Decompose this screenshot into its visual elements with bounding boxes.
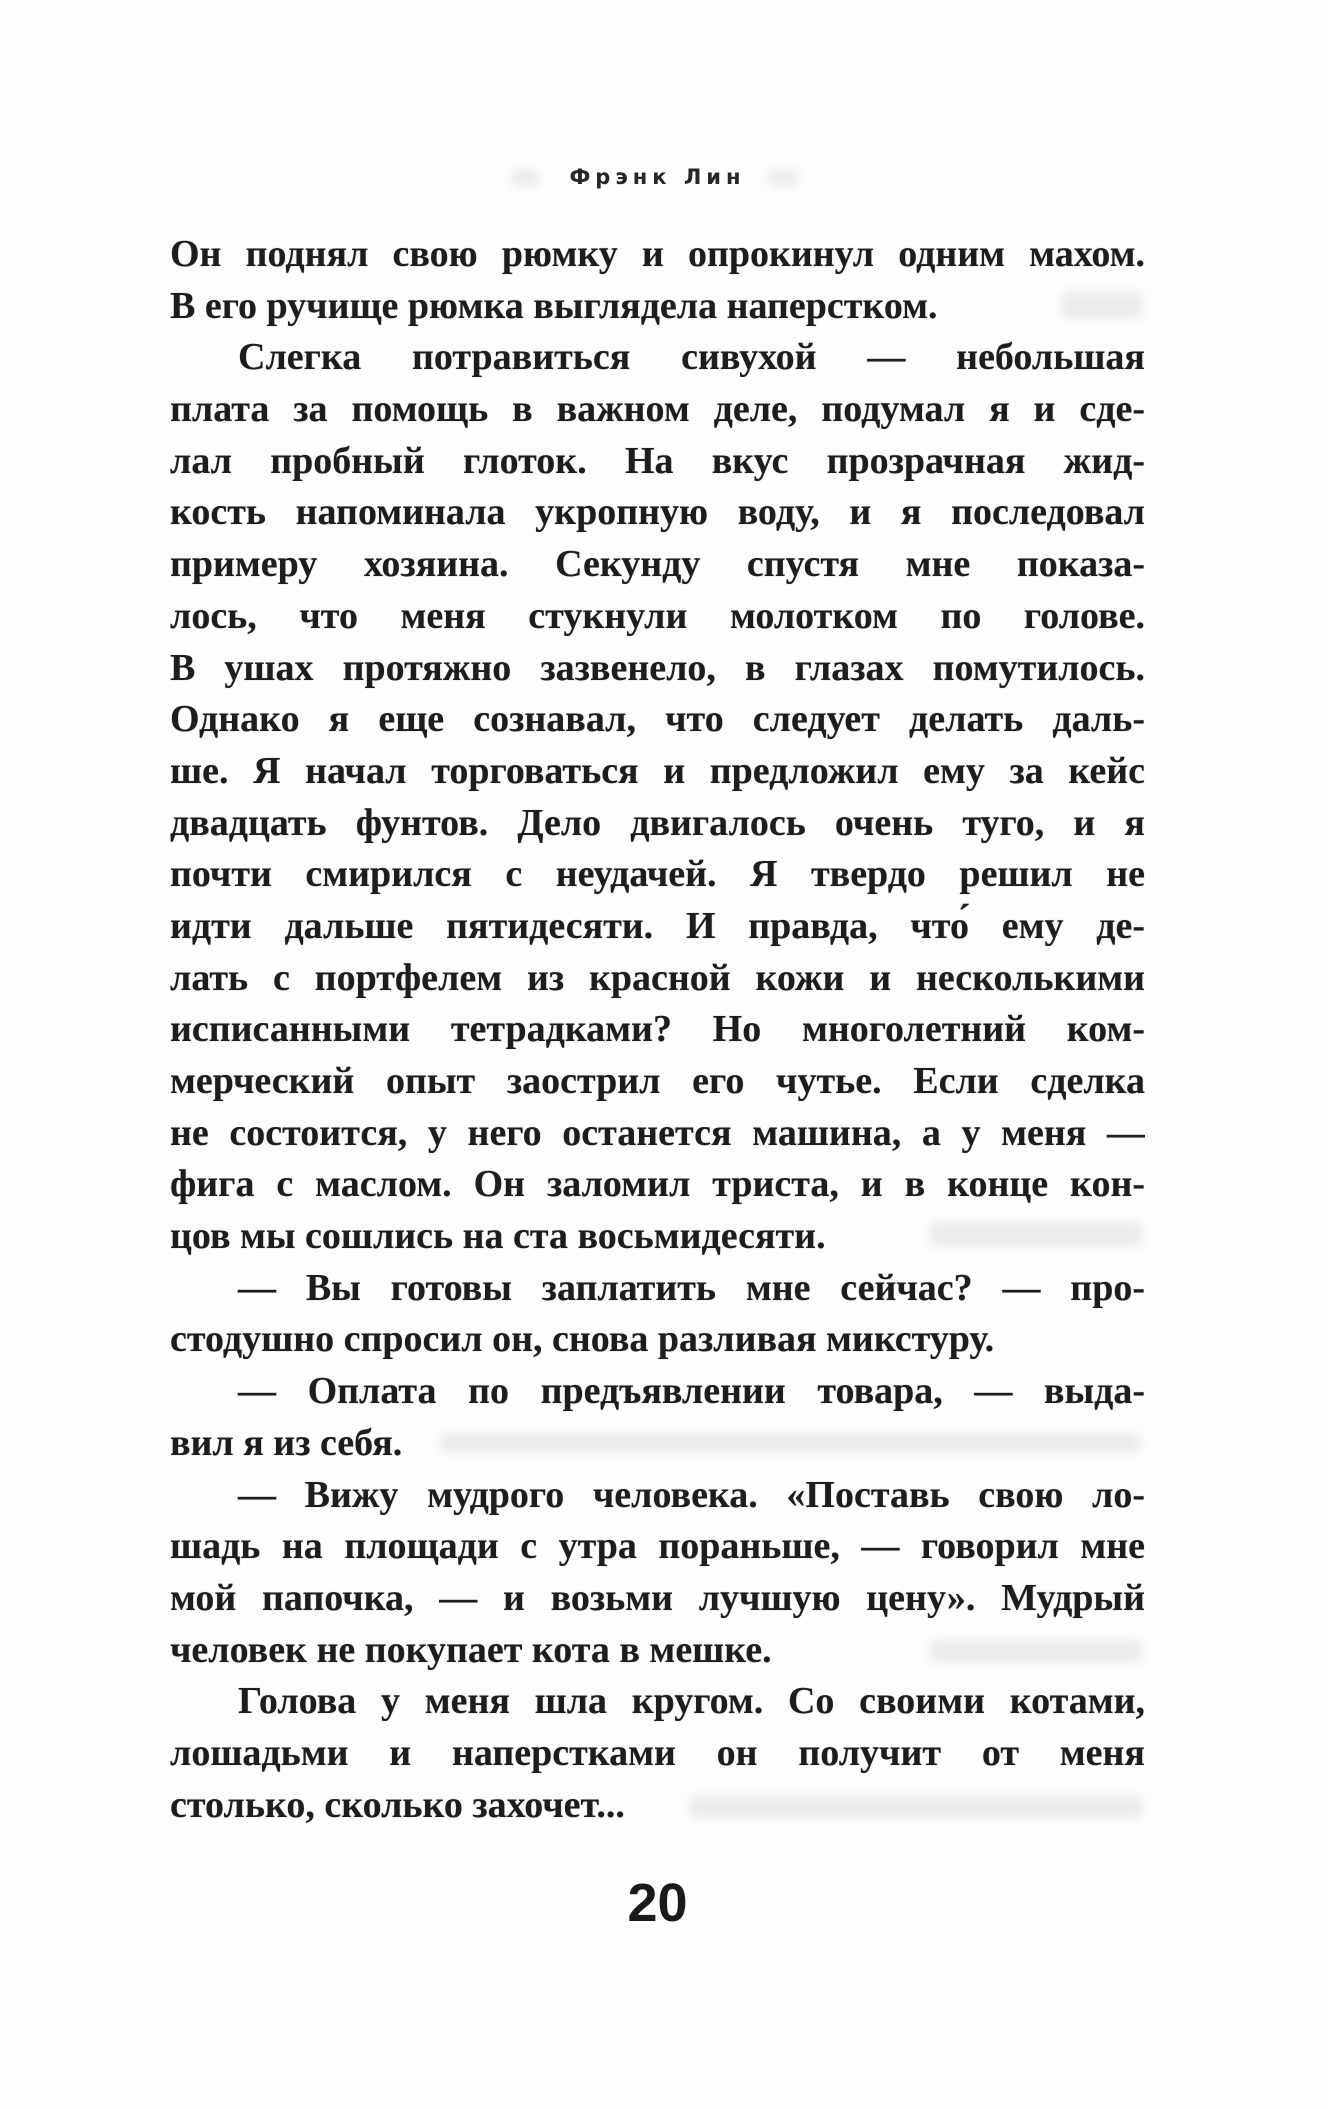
text-line: столько, сколько захочет... [170,1783,625,1826]
text-line: мерческий опыт заострил его чутье. Если сделка [170,1060,1145,1102]
text-line: Он поднял свою рюмку и опрокинул одним махом. [170,233,1145,275]
running-title: Фрэнк Лин [569,165,746,189]
text-line: кость напоминала укропную воду, и я последовал [170,491,1145,534]
text-line: не состоится, у него останется машина, а у меня — [170,1111,1145,1154]
text-line: плата за помощь в важном деле, подумал я и сде- [170,388,1145,431]
text-line: В ушах протяжно зазвенело, в глазах помутилось. [170,646,1145,689]
text-line: лать с портфелем из красной кожи и несколькими [170,956,1145,999]
text-line: ше. Я начал торговаться и предложил ему за кейс [170,749,1145,792]
text-line: фига с маслом. Он заломил триста, и в конце кон- [170,1163,1145,1206]
page-number: 20 [627,1873,688,1933]
text-line: идти дальше пятидесяти. И правда, что́ ему де- [170,904,1145,947]
text-line: лошадьми и наперстками он получит от меня [170,1731,1145,1774]
paragraph [170,1676,1145,1831]
text-line: вил я из себя. [170,1421,403,1464]
text-line: — Вы готовы заплатить мне сейчас? — про- [238,1266,1145,1309]
text-line: почти смирился с неудачей. Я твердо решил не [170,853,1145,896]
body-text [170,229,1145,1831]
text-line: двадцать фунтов. Дело двигалось очень туго, и я [170,801,1145,844]
text-line: исписанными тетрадками? Но многолетний ком- [170,1008,1145,1051]
text-line: цов мы сошлись на ста восьмидесяти. [170,1215,826,1258]
text-line: — Вижу мудрого человека. «Поставь свою ло- [238,1473,1145,1516]
dialogue-paragraph [170,1263,1145,1366]
paragraph [170,332,1145,1262]
dialogue-paragraph [170,1470,1145,1677]
text-line: шадь на площади с утра пораньше, — говорил мне [170,1525,1145,1568]
text-line: человек не покупает кота в мешке. [170,1628,772,1671]
text-line: — Оплата по предъявлении товара, — выда- [238,1370,1145,1413]
text-line: стодушно спросил он, снова разливая микстуру. [170,1318,995,1361]
text-line: Голова у меня шла кругом. Со своими котами, [238,1680,1145,1723]
text-line: лось, что меня стукнули молотком по голове. [170,594,1145,637]
paragraph [170,229,1145,332]
text-line: Однако я еще сознавал, что следует делать даль- [170,698,1145,741]
text-line: В его ручище рюмка выглядела наперстком. [170,284,938,327]
text-line: Слегка потравиться сивухой — небольшая [238,336,1145,379]
text-line: мой папочка, — и возьми лучшую цену». Мудрый [170,1576,1145,1619]
text-line: лал пробный глоток. На вкус прозрачная жид- [170,439,1145,482]
dialogue-paragraph [170,1366,1145,1469]
text-line: примеру хозяина. Секунду спустя мне показа- [170,543,1145,586]
